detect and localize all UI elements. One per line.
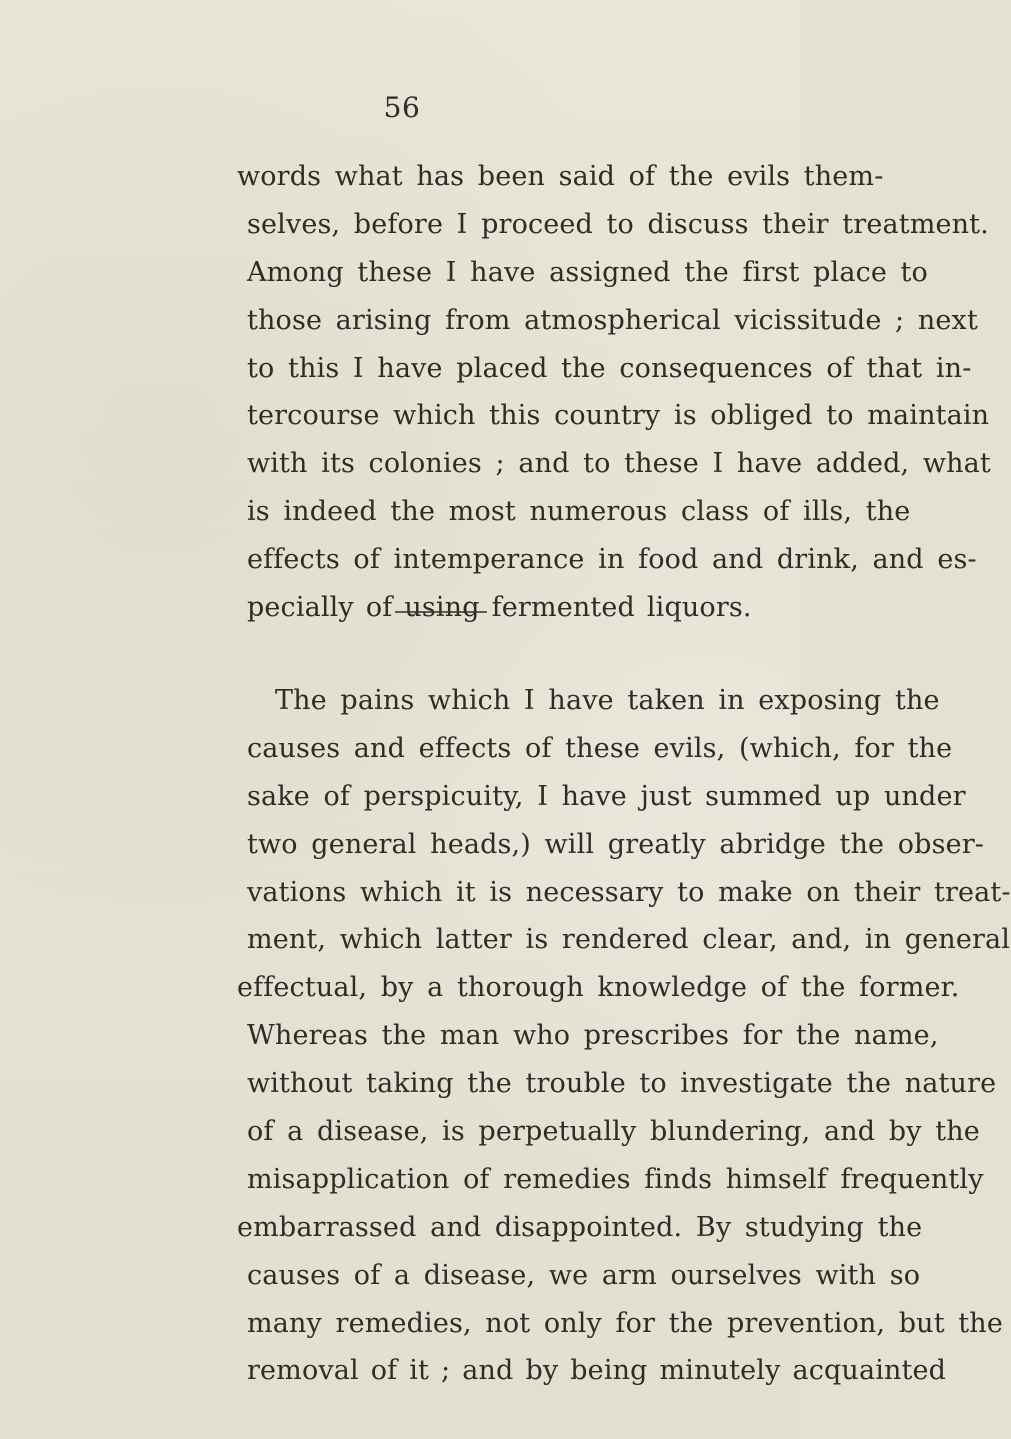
text-line: sake of perspicuity, I have just summed up under (247, 780, 966, 812)
text-line: those arising from atmospherical vicissitude ; next (247, 304, 978, 336)
text-line: Whereas the man who prescribes for the name, (247, 1020, 939, 1052)
text-line: tercourse which this country is obliged to maintain (247, 400, 990, 432)
text-line: to this I have placed the consequences of that in- (247, 352, 972, 384)
text-line: two general heads,) will greatly abridge the obser- (247, 828, 985, 860)
text-line: many remedies, not only for the prevention, but the (247, 1307, 1003, 1339)
paragraph-two (237, 685, 1011, 1405)
text-line: words what has been said of the evils them- (237, 161, 884, 192)
text-line: effects of intemperance in food and drink, and es- (247, 544, 977, 576)
text-line: removal of it ; and by being minutely acquainted (247, 1355, 947, 1387)
text-line: causes and effects of these evils, (which, for the (247, 732, 953, 764)
page-number: 56 (383, 91, 421, 124)
text-line: causes of a disease, we arm ourselves with so (247, 1259, 921, 1291)
text-line: misapplication of remedies finds himself frequently (247, 1163, 984, 1195)
text-line: vations which it is necessary to make on their treat- (247, 876, 1011, 908)
text-line: without taking the trouble to investigate the nature (247, 1068, 997, 1100)
text-line: selves, before I proceed to discuss their treatment. (247, 208, 989, 240)
text-line: ment, which latter is rendered clear, and, in general (247, 924, 1011, 956)
text-line: Among these I have assigned the first place to (247, 256, 928, 288)
text-line: pecially of using fermented liquors. (247, 592, 752, 624)
text-line: The pains which I have taken in exposing the (275, 685, 940, 716)
paragraph-one (237, 161, 991, 642)
text-line: is indeed the most numerous class of ills, the (247, 496, 911, 528)
text-line: of a disease, is perpetually blundering, and by the (247, 1116, 980, 1148)
text-line: with its colonies ; and to these I have added, what (247, 448, 991, 480)
section-divider (395, 611, 487, 613)
text-line: embarrassed and disappointed. By studying the (237, 1211, 923, 1243)
text-line: effectual, by a thorough knowledge of the former. (237, 972, 960, 1004)
